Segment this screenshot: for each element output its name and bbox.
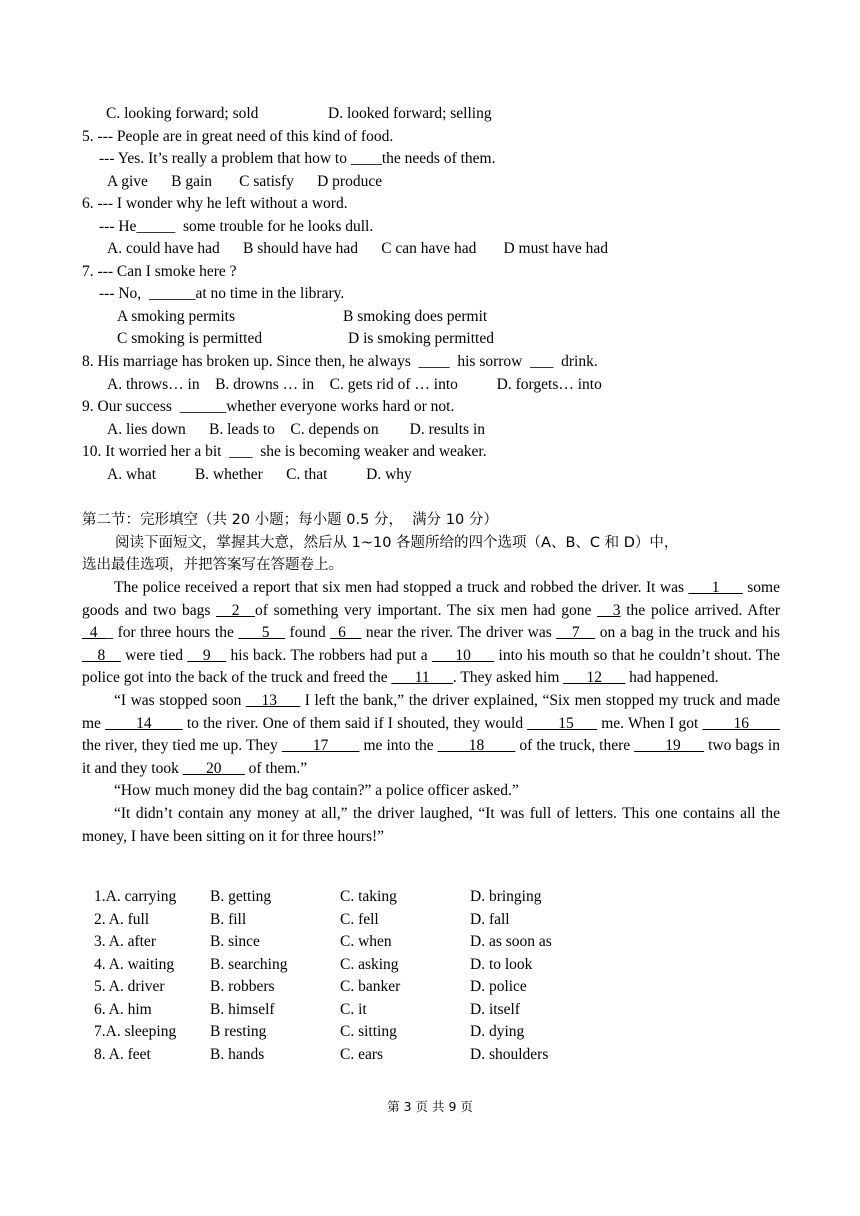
q6-line2: --- He_____ some trouble for he looks dull. (99, 218, 374, 235)
q5-stem: 5. --- People are in great need of this kind of food. (82, 128, 394, 145)
blank-3: __3 (597, 601, 621, 619)
q9-options: A. lies down B. leads to C. depends on D. results in (107, 421, 486, 438)
section-instruction-line2: 选出最佳选项，并把答案写在答题卷上。 (82, 557, 343, 573)
blank-16: ____16____ (702, 714, 781, 732)
q7-stem: 7. --- Can I smoke here ? (82, 263, 237, 280)
q4-option-d: D. looked forward; selling (328, 105, 492, 122)
q5-line2: --- Yes. It’s really a problem that how to ____the needs of them. (99, 150, 496, 167)
q9-stem: 9. Our success ______whether everyone works hard or not. (82, 398, 455, 415)
q7-line2: --- No, ______at no time in the library. (99, 285, 345, 302)
blank-18: ____18____ (437, 737, 516, 755)
section-heading: 第二节：完形填空（共 20 小题；每小题 0.5 分， 满分 10 分） (82, 512, 498, 528)
blank-11: ___11___ (391, 669, 453, 687)
page-footer: 第 3 页 共 9 页 (387, 1099, 473, 1114)
q7-option-c: C smoking is permitted (117, 330, 263, 347)
q6-stem: 6. --- I wonder why he left without a word. (82, 195, 348, 212)
blank-12: ___12___ (563, 669, 626, 687)
blank-20: ___20___ (182, 759, 245, 777)
blank-15: ____15___ (527, 714, 598, 732)
blank-13: __13___ (245, 691, 301, 709)
blank-9: __9__ (187, 646, 227, 664)
passage-paragraph-1: The police received a report that six men had stopped a truck and robbed the driver. It was ___1___ some goods and two bags __2__of something very important. The six men had gone __3 the police arrived. After _4__ for three hours the ___5__ found _6__ near the river. The driver was __7__ on a bag in the truck and his __8__ were tied __9__ his back. The robbers had put a ___10___ into his mouth so that he couldn’t shout. The police got into the back of the truck and freed the ___11___. They asked him ___12___ had happened. (82, 579, 781, 687)
q5-blank: ____ (350, 150, 382, 167)
blank-19: ____19___ (634, 737, 704, 755)
q7-option-b: B smoking does permit (343, 308, 488, 325)
q6-options: A. could have had B should have had C can have had D must have had (107, 240, 609, 257)
q4-option-c: C. looking forward; sold (106, 105, 259, 122)
q10-stem: 10. It worried her a bit ___ she is becoming weaker and weaker. (82, 443, 487, 460)
section-instruction-line1: 阅读下面短文，掌握其大意，然后从 1~10 各题所给的四个选项（A、B、C 和 D）中， (115, 535, 679, 551)
q7-option-d: D is smoking permitted (348, 330, 494, 347)
passage-paragraph-2: “I was stopped soon __13___ I left the bank,” the driver explained, “Six men stopped my truck and made me ____14____ to the river. One of them said if I shouted, they would ____15___ me. When I got ____16____ the river, they tied me up. They ____17____ me into the ____18____ of the truck, there ____19___ two bags in it and they took ___20___ of them.” (82, 691, 781, 777)
blank-17: ____17____ (281, 737, 360, 755)
blank-8: __8__ (82, 646, 121, 664)
blank-4: _4_ (82, 624, 106, 642)
q7-option-a: A smoking permits (117, 308, 235, 325)
blank-5: ___5__ (238, 624, 285, 642)
passage-paragraph-3: “How much money did the bag contain?” a police officer asked.” (114, 782, 519, 800)
blank-7: __7__ (556, 624, 596, 642)
blank-2: __2__ (216, 601, 255, 619)
blank-14: ____14____ (105, 714, 183, 732)
q7-blank: ______ (148, 285, 196, 302)
q8-stem: 8. His marriage has broken up. Since then, he always ____ his sorrow ___ drink. (82, 353, 598, 370)
q8-options: A. throws… in B. drowns … in C. gets rid of … into D. forgets… into (107, 376, 602, 393)
blank-6: _6__ (330, 624, 362, 642)
q10-options: A. what B. whether C. that D. why (107, 466, 412, 483)
passage-paragraph-4: “It didn’t contain any money at all,” the driver laughed, “It was full of letters. This one contains all the money, I have been sitting on it for three hours!” (82, 804, 780, 845)
blank-10: ___10___ (432, 646, 495, 664)
q5-options: A give B gain C satisfy D produce (107, 173, 383, 190)
blank-1: ___1___ (688, 579, 743, 596)
cloze-passage (82, 577, 780, 848)
q6-blank: _____ (136, 218, 176, 235)
